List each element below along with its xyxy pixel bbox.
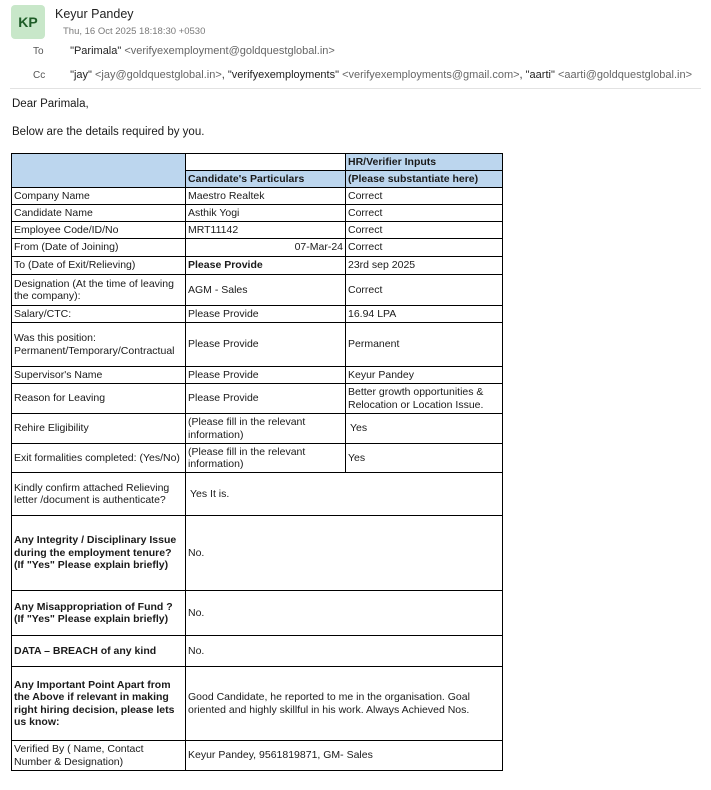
verifier-value: Better growth opportunities & Relocation or Location Issue. <box>346 384 503 414</box>
header-blank-cell <box>186 154 346 171</box>
row-label: Supervisor's Name <box>12 367 186 384</box>
header-divider <box>10 88 701 89</box>
email-date: Thu, 16 Oct 2025 18:18:30 +0530 <box>63 26 206 37</box>
row-label: Any Misappropriation of Fund ? (If "Yes" Please explain briefly) <box>12 591 186 636</box>
table-row <box>12 384 503 414</box>
row-label: Salary/CTC: <box>12 306 186 323</box>
table-row <box>12 636 503 667</box>
candidate-value: 07-Mar-24 <box>186 239 346 257</box>
row-label: Rehire Eligibility <box>12 414 186 444</box>
sender-name[interactable]: Keyur Pandey <box>55 7 134 21</box>
candidate-value: Maestro Realtek <box>186 188 346 205</box>
row-value: No. <box>186 516 503 591</box>
verifier-value: 16.94 LPA <box>346 306 503 323</box>
verifier-value: Correct <box>346 205 503 222</box>
row-label: Candidate Name <box>12 205 186 222</box>
table-row <box>12 257 503 275</box>
table-row <box>12 516 503 591</box>
cc-separator: , <box>221 69 228 81</box>
to-row <box>0 45 335 57</box>
header-row <box>12 171 503 188</box>
candidate-value: (Please fill in the relevant information) <box>186 414 346 444</box>
table-row <box>12 473 503 516</box>
row-label: Kindly confirm attached Relieving letter /document is authenticate? <box>12 473 186 516</box>
verifier-value: Correct <box>346 222 503 239</box>
cc-label: Cc <box>33 70 46 81</box>
cc-recipient-email[interactable]: <jay@goldquestglobal.in> <box>95 69 222 81</box>
table-row <box>12 205 503 222</box>
verifier-header-cell: (Please substantiate here) <box>346 171 503 188</box>
verifier-value: Correct <box>346 275 503 306</box>
verifier-value: Yes <box>346 414 503 444</box>
row-value: Yes It is. <box>186 473 503 516</box>
candidate-value: (Please fill in the relevant information) <box>186 444 346 473</box>
row-label: Verified By ( Name, Contact Number & Designation) <box>12 741 186 771</box>
intro-text: Below are the details required by you. <box>12 126 205 138</box>
row-label: Employee Code/ID/No <box>12 222 186 239</box>
row-value: No. <box>186 636 503 667</box>
row-label: Company Name <box>12 188 186 205</box>
row-label: Any Integrity / Disciplinary Issue during the employment tenure? (If "Yes" Please explain briefly) <box>12 516 186 591</box>
table-row <box>12 275 503 306</box>
row-label: Exit formalities completed: (Yes/No) <box>12 444 186 473</box>
row-value: No. <box>186 591 503 636</box>
verifier-value: Permanent <box>346 323 503 367</box>
verifier-value: Correct <box>346 188 503 205</box>
verifier-value: 23rd sep 2025 <box>346 257 503 275</box>
verifier-value: Correct <box>346 239 503 257</box>
row-value: Good Candidate, he reported to me in the organisation. Goal oriented and highly skillful in his work. Always Achieved Nos. <box>186 667 503 741</box>
row-label: From (Date of Joining) <box>12 239 186 257</box>
table-row <box>12 306 503 323</box>
candidate-value: MRT11142 <box>186 222 346 239</box>
cc-separator: , <box>519 69 526 81</box>
table-row <box>12 323 503 367</box>
candidate-value: Asthik Yogi <box>186 205 346 222</box>
table-row <box>12 667 503 741</box>
verifier-header-cell: HR/Verifier Inputs <box>346 154 503 171</box>
candidate-value: Please Provide <box>186 367 346 384</box>
candidate-value: Please Provide <box>186 323 346 367</box>
row-label: Was this position: Permanent/Temporary/Contractual <box>12 323 186 367</box>
candidate-value: AGM - Sales <box>186 275 346 306</box>
cc-row <box>0 69 692 81</box>
greeting: Dear Parimala, <box>12 98 89 110</box>
table-row <box>12 367 503 384</box>
verifier-value: Keyur Pandey <box>346 367 503 384</box>
table-row <box>12 444 503 473</box>
cc-recipient-email[interactable]: <aarti@goldquestglobal.in> <box>557 69 693 81</box>
row-label: DATA – BREACH of any kind <box>12 636 186 667</box>
table-row <box>12 222 503 239</box>
candidate-value: Please Provide <box>186 257 346 275</box>
verification-table <box>11 153 503 771</box>
to-recipient-name[interactable]: "Parimala" <box>70 45 122 57</box>
cc-recipient-name[interactable]: "verifyexemployments" <box>227 69 340 81</box>
header-blank-cell <box>12 171 186 188</box>
candidate-value: Please Provide <box>186 306 346 323</box>
candidate-value: Please Provide <box>186 384 346 414</box>
candidate-header-cell: Candidate's Particulars <box>186 171 346 188</box>
table-row <box>12 239 503 257</box>
table-row <box>12 414 503 444</box>
to-recipient-email[interactable]: <verifyexemployment@goldquestglobal.in> <box>124 45 335 57</box>
row-label: To (Date of Exit/Relieving) <box>12 257 186 275</box>
table-row <box>12 741 503 771</box>
header-row <box>12 154 503 171</box>
verifier-value: Yes <box>346 444 503 473</box>
row-value: Keyur Pandey, 9561819871, GM- Sales <box>186 741 503 771</box>
to-label: To <box>33 46 44 57</box>
cc-recipient-name[interactable]: "aarti" <box>525 69 555 81</box>
row-label: Any Important Point Apart from the Above if relevant in making right hiring decision, please lets us know: <box>12 667 186 741</box>
cc-recipient-email[interactable]: <verifyexemployments@gmail.com> <box>342 69 520 81</box>
row-label: Designation (At the time of leaving the company): <box>12 275 186 306</box>
header-blank-cell <box>12 154 186 171</box>
sender-avatar: KP <box>11 5 45 39</box>
cc-recipient-name[interactable]: "jay" <box>70 69 92 81</box>
table-row <box>12 591 503 636</box>
table-row <box>12 188 503 205</box>
row-label: Reason for Leaving <box>12 384 186 414</box>
